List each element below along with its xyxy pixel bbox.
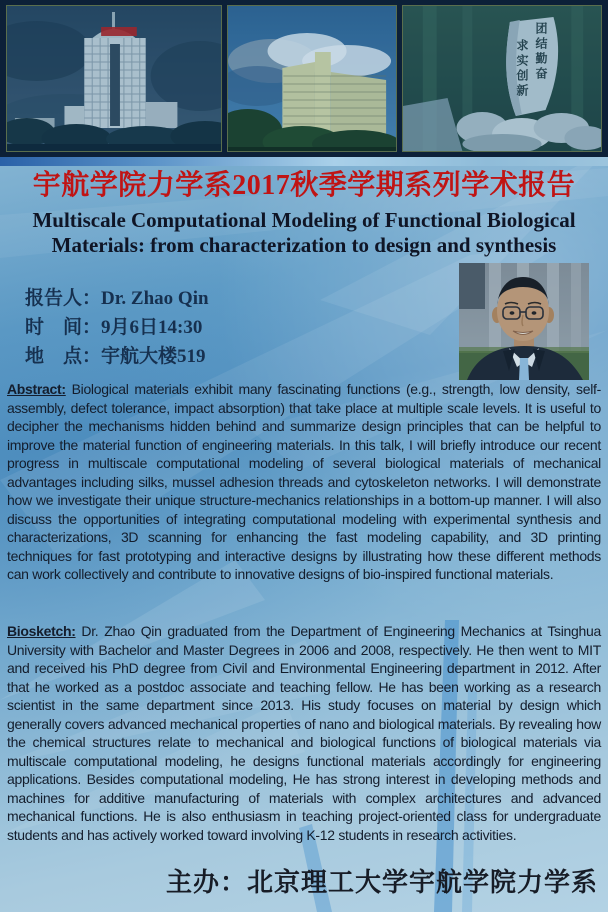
- organizer-footer: 主办：北京理工大学宇航学院力学系: [165, 867, 598, 897]
- venue-value: 宇航大楼519: [101, 346, 206, 367]
- speaker-portrait-illustration: [459, 263, 589, 380]
- divider-bar: [0, 157, 608, 166]
- campus-tower-photo: [6, 5, 222, 152]
- monument-motto-column-1: 团结勤奋: [534, 22, 548, 82]
- monument-motto-column-2: 求实创新: [515, 39, 529, 99]
- abstract-paragraph: [7, 380, 601, 584]
- talk-title: [14, 208, 594, 258]
- speaker-label: 报告人：: [25, 288, 102, 309]
- time-row: [25, 313, 209, 342]
- venue-row: [25, 342, 209, 371]
- speaker-value: Dr. Zhao Qin: [101, 288, 209, 309]
- abstract-label: Abstract:: [7, 381, 66, 397]
- talk-title-line-1: Multiscale Computational Modeling of Functional Biological: [32, 208, 576, 232]
- biosketch-paragraph: [7, 622, 601, 844]
- speaker-portrait-photo: [459, 263, 589, 380]
- time-value: 9月6日14:30: [101, 317, 203, 338]
- speaker-row: [25, 284, 209, 313]
- biosketch-label: Biosketch:: [7, 623, 76, 639]
- campus-building-photo: [227, 5, 397, 152]
- venue-label: 地 点：: [25, 346, 102, 367]
- campus-photo-strip: [0, 0, 608, 157]
- monument-photo: [402, 5, 602, 152]
- tower-illustration: [7, 6, 221, 151]
- monument-motto: [515, 22, 547, 99]
- monument-illustration: [403, 6, 601, 151]
- biosketch-text: Dr. Zhao Qin graduated from the Department of Engineering Mechanics at Tsinghua University with Bachelor and Master Degrees in 2006 and 2008, respectively. He then went to MIT and received his PhD degree from Civil and Environmental Engineering department in 2012. After that he worked as a postdoc associate and teaching fellow. He has been working as a research scientist in the same department since 2013. His study focuses on material by design which generally covers advanced mechanical properties of nano and biological materials. By revealing how the chemical structures relate to mechanical and biological functions of biological materials via multiscale computational modeling, he designs functional materials accordingly for engineering applications. Besides computational modeling, He has strong interest in developing methods and machines for additive manufacturing of materials with complex architectures and advanced mechanical functions. He is also enthusiasm in teaching project-oriented class for undergraduate students and has actively worked toward involving K-12 students in research activities.: [7, 623, 601, 843]
- abstract-text: Biological materials exhibit many fascinating functions (e.g., strength, low density, self-assembly, defect tolerance, impact absorption) that take place at multiple scale levels. It is useful to decipher the mechanisms hidden behind and summarize design principles that can be helpful to improve the material function of engineering materials. In this talk, I will briefly introduce our recent progress in multiscale computational modeling of several biological materials of mechanical advantages including silks, mussel adhesion threads and cytoskeleton networks. I will demonstrate how we investigate their unique structure-mechanics relationships in a bottom-up manner. I will also discuss the opportunities of integrating computational modeling with experimental synthesis and characterizations, 3D scanning for enhancing the fast modeling capability, and 3D printing techniques for fast prototyping and interactive designs by illustrating how these different methods can work collectively and contribute to innovative designs of bio-inspired functional materials.: [7, 381, 601, 582]
- building-illustration: [228, 6, 396, 151]
- series-title: 宇航学院力学系2017秋季学期系列学术报告: [32, 170, 576, 201]
- talk-info: [25, 284, 209, 371]
- time-label: 时 间：: [25, 317, 102, 338]
- talk-title-line-2: Materials: from characterization to design and synthesis: [51, 233, 557, 257]
